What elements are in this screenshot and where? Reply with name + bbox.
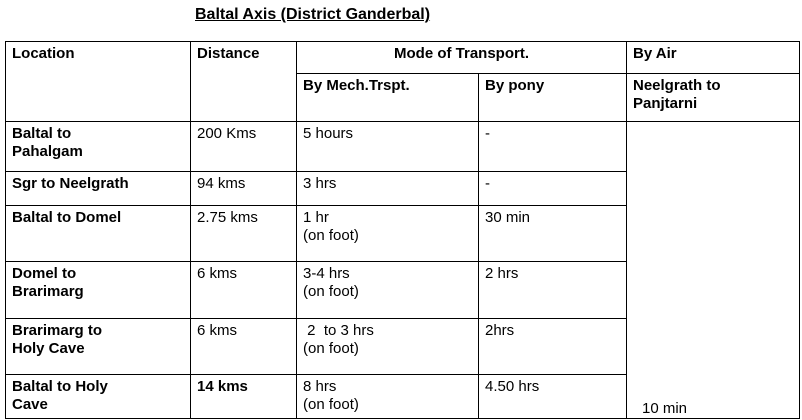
row-distance: 6 kms bbox=[191, 262, 297, 319]
location-line-2: Cave bbox=[12, 396, 48, 413]
mech-line-1: 5 hours bbox=[303, 125, 354, 142]
location-line-1: Baltal to Domel bbox=[12, 209, 122, 226]
row-distance: 14 kms bbox=[191, 375, 297, 419]
mech-line-2: (on foot) bbox=[303, 283, 359, 300]
mech-line-1: 3 hrs bbox=[303, 175, 337, 192]
row-pony: 4.50 hrs bbox=[479, 375, 627, 419]
row-distance: 6 kms bbox=[191, 319, 297, 375]
row-mech bbox=[297, 262, 479, 319]
air-time-cell bbox=[627, 122, 800, 419]
location-line-1: Domel to bbox=[12, 265, 77, 282]
mech-line-1: 8 hrs bbox=[303, 378, 337, 395]
header-by-pony: By pony bbox=[479, 74, 627, 122]
row-location bbox=[6, 122, 191, 172]
row-distance: 2.75 kms bbox=[191, 206, 297, 262]
row-mech bbox=[297, 206, 479, 262]
location-line-1: Baltal to bbox=[12, 125, 72, 142]
row-distance: 200 Kms bbox=[191, 122, 297, 172]
header-mode-of-transport: Mode of Transport. bbox=[297, 42, 627, 74]
air-route-line-1: Neelgrath to bbox=[633, 77, 721, 94]
row-location bbox=[6, 172, 191, 206]
location-line-1: Sgr to Neelgrath bbox=[12, 175, 129, 192]
location-line-2: Pahalgam bbox=[12, 143, 83, 160]
table-row bbox=[6, 122, 800, 172]
location-line-2: Brarimarg bbox=[12, 283, 84, 300]
header-by-air: By Air bbox=[627, 42, 800, 74]
row-distance: 94 kms bbox=[191, 172, 297, 206]
header-location: Location bbox=[6, 42, 191, 122]
row-pony: 2hrs bbox=[479, 319, 627, 375]
row-pony: - bbox=[479, 122, 627, 172]
mech-line-2: (on foot) bbox=[303, 227, 359, 244]
page-title: Baltal Axis (District Ganderbal) bbox=[195, 6, 431, 23]
row-pony: 2 hrs bbox=[479, 262, 627, 319]
air-time-value: 10 min bbox=[642, 400, 688, 417]
row-mech bbox=[297, 122, 479, 172]
row-pony: - bbox=[479, 172, 627, 206]
row-location bbox=[6, 206, 191, 262]
mech-line-2: (on foot) bbox=[303, 396, 359, 413]
transport-table bbox=[5, 41, 800, 419]
location-line-1: Brarimarg to bbox=[12, 322, 103, 339]
row-location bbox=[6, 375, 191, 419]
row-location bbox=[6, 262, 191, 319]
header-row bbox=[6, 42, 800, 74]
location-line-2: Holy Cave bbox=[12, 340, 85, 357]
row-mech bbox=[297, 319, 479, 375]
header-by-mech: By Mech.Trspt. bbox=[297, 74, 479, 122]
mech-line-2: (on foot) bbox=[303, 340, 359, 357]
mech-line-1: 3-4 hrs bbox=[303, 265, 350, 282]
air-route-line-2: Panjtarni bbox=[633, 95, 698, 112]
row-location bbox=[6, 319, 191, 375]
row-mech bbox=[297, 375, 479, 419]
location-line-1: Baltal to Holy bbox=[12, 378, 108, 395]
header-distance: Distance bbox=[191, 42, 297, 122]
mech-line-1: 1 hr bbox=[303, 209, 329, 226]
header-air-route bbox=[627, 74, 800, 122]
row-pony: 30 min bbox=[479, 206, 627, 262]
row-mech bbox=[297, 172, 479, 206]
mech-line-1: 2 to 3 hrs bbox=[303, 322, 374, 339]
